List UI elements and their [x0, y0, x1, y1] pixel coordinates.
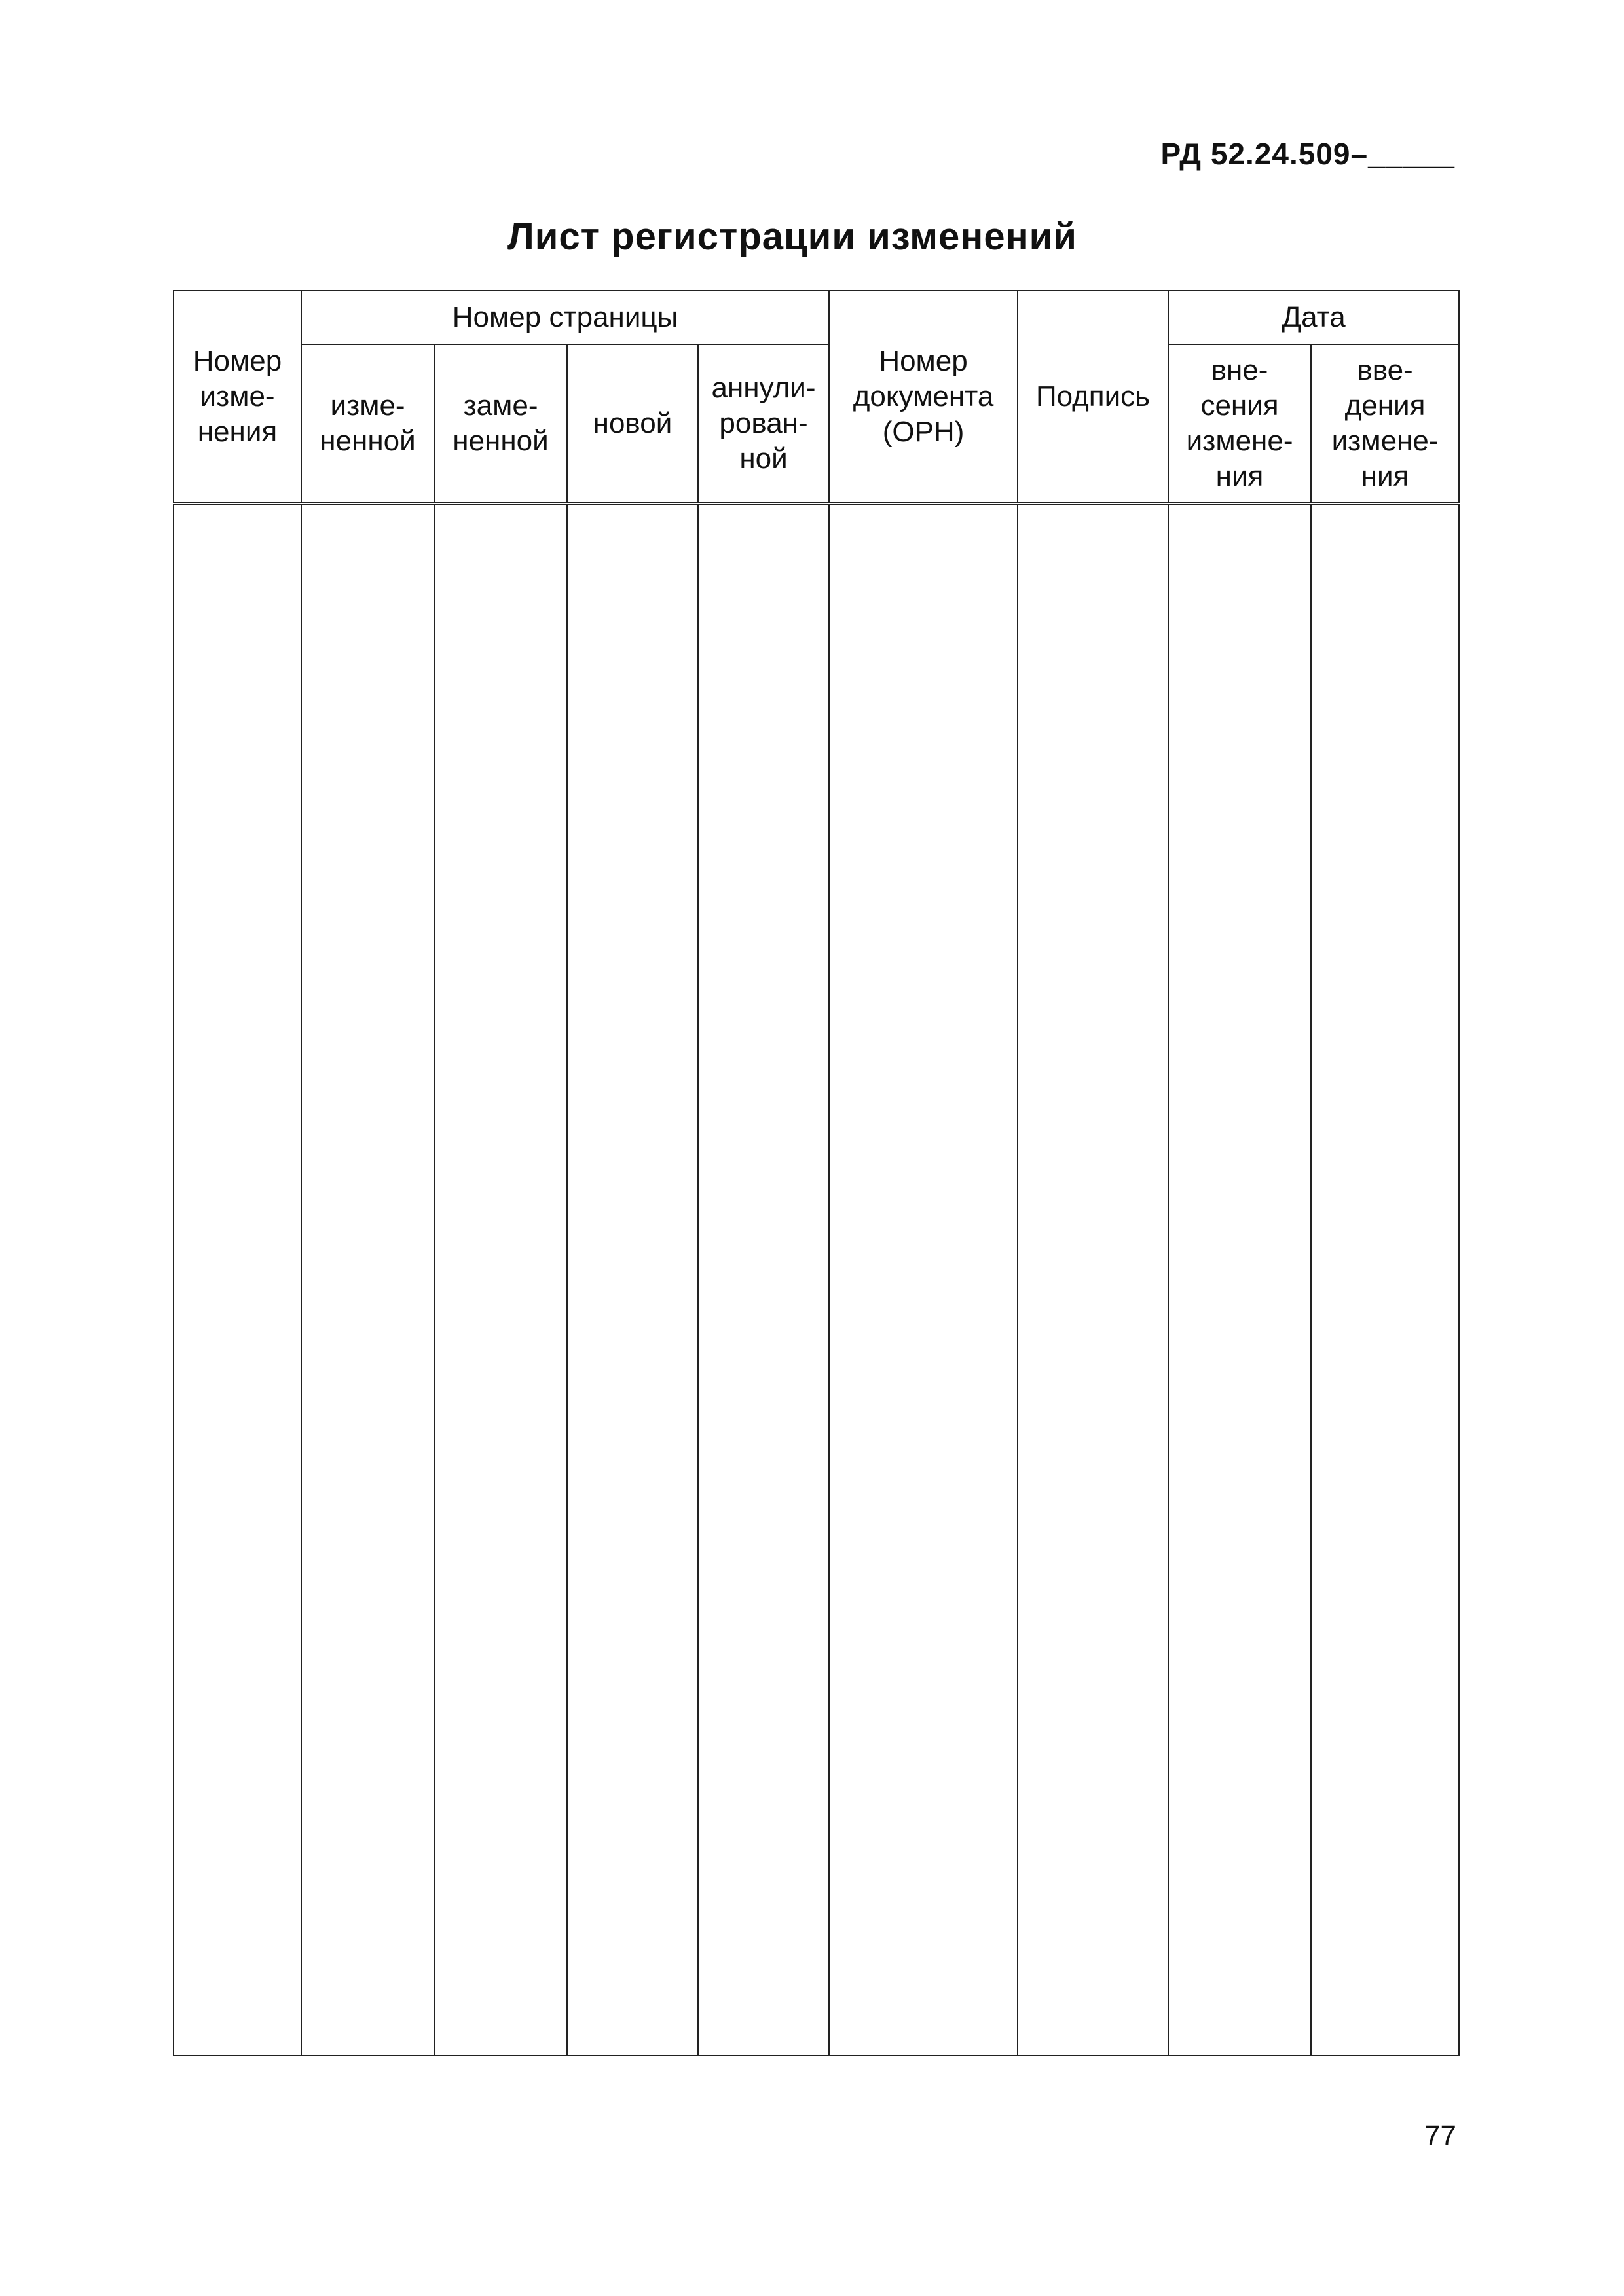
document-code: РД 52.24.509–_____: [1160, 137, 1455, 171]
header-replaced-page: заме- ненной: [434, 344, 567, 504]
page-title: Лист регистрации изменений: [507, 215, 1077, 258]
header-row-top: [174, 291, 1459, 344]
cell-date-effective[interactable]: [1311, 504, 1459, 2056]
header-row-sub: [174, 344, 1459, 504]
table-row: [174, 504, 1459, 2056]
header-changed-page: изме- ненной: [301, 344, 434, 504]
header-new-page: новой: [567, 344, 698, 504]
header-date-effective: вве- дения измене- ния: [1311, 344, 1459, 504]
header-date-entry: вне- сения измене- ния: [1168, 344, 1311, 504]
header-cancelled-page: аннули- рован- ной: [698, 344, 829, 504]
cell-signature[interactable]: [1018, 504, 1168, 2056]
cell-new-page[interactable]: [567, 504, 698, 2056]
change-register-table: [173, 290, 1460, 2056]
header-date-group: Дата: [1168, 291, 1459, 344]
cell-change-number[interactable]: [174, 504, 301, 2056]
cell-cancelled-page[interactable]: [698, 504, 829, 2056]
header-signature: Подпись: [1018, 291, 1168, 504]
cell-date-entry[interactable]: [1168, 504, 1311, 2056]
header-page-number-group: Номер страницы: [301, 291, 829, 344]
cell-replaced-page[interactable]: [434, 504, 567, 2056]
page-number: 77: [1424, 2120, 1456, 2152]
cell-document-number[interactable]: [829, 504, 1018, 2056]
header-change-number: Номер изме- нения: [174, 291, 301, 504]
cell-changed-page[interactable]: [301, 504, 434, 2056]
header-document-number: Номер документа (ОРН): [829, 291, 1018, 504]
